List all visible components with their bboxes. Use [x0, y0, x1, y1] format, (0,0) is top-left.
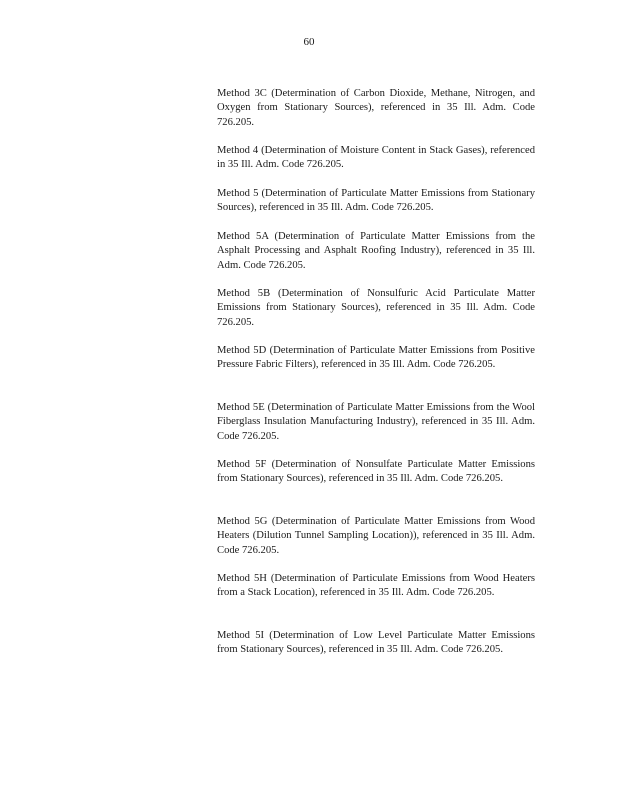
method-entry-5: Method 5 (Determination of Particulate Matter Emissions from Stationary Sources), referenced in 35 Ill. Adm. Code 726.205. — [217, 188, 535, 214]
method-entry-5e: Method 5E (Determination of Particulate Matter Emissions from the Wool Fiberglass Insulation Manufacturing Industry), referenced in 35 Ill. Adm. Code 726.205. — [217, 402, 535, 442]
page-number: 60 — [303, 36, 315, 48]
method-entry-3c: Method 3C (Determination of Carbon Dioxide, Methane, Nitrogen, and Oxygen from Stationary Sources), referenced in 35 Ill. Adm. Code 726.205. — [217, 88, 535, 128]
method-entry-5d: Method 5D (Determination of Particulate Matter Emissions from Positive Pressure Fabric Filters), referenced in 35 Ill. Adm. Code 726.205. — [217, 345, 535, 371]
method-list — [217, 87, 535, 686]
method-entry-5h: Method 5H (Determination of Particulate Emissions from Wood Heaters from a Stack Location), referenced in 35 Ill. Adm. Code 726.205. — [217, 573, 535, 599]
method-entry-5f: Method 5F (Determination of Nonsulfate Particulate Matter Emissions from Stationary Sources), referenced in 35 Ill. Adm. Code 726.205. — [217, 459, 535, 485]
method-entry-5i: Method 5I (Determination of Low Level Particulate Matter Emissions from Stationary Sources), referenced in 35 Ill. Adm. Code 726.205. — [217, 630, 535, 656]
method-entry-5a: Method 5A (Determination of Particulate Matter Emissions from the Asphalt Processing and Asphalt Roofing Industry), referenced in 35 Ill. Adm. Code 726.205. — [217, 231, 535, 271]
method-entry-5g: Method 5G (Determination of Particulate Matter Emissions from Wood Heaters (Dilution Tunnel Sampling Location)), referenced in 35 Ill. Adm. Code 726.205. — [217, 516, 535, 556]
method-entry-4: Method 4 (Determination of Moisture Content in Stack Gases), referenced in 35 Ill. Adm. Code 726.205. — [217, 145, 535, 171]
method-entry-5b: Method 5B (Determination of Nonsulfuric Acid Particulate Matter Emissions from Stationary Sources), referenced in 35 Ill. Adm. Code 726.205. — [217, 288, 535, 328]
